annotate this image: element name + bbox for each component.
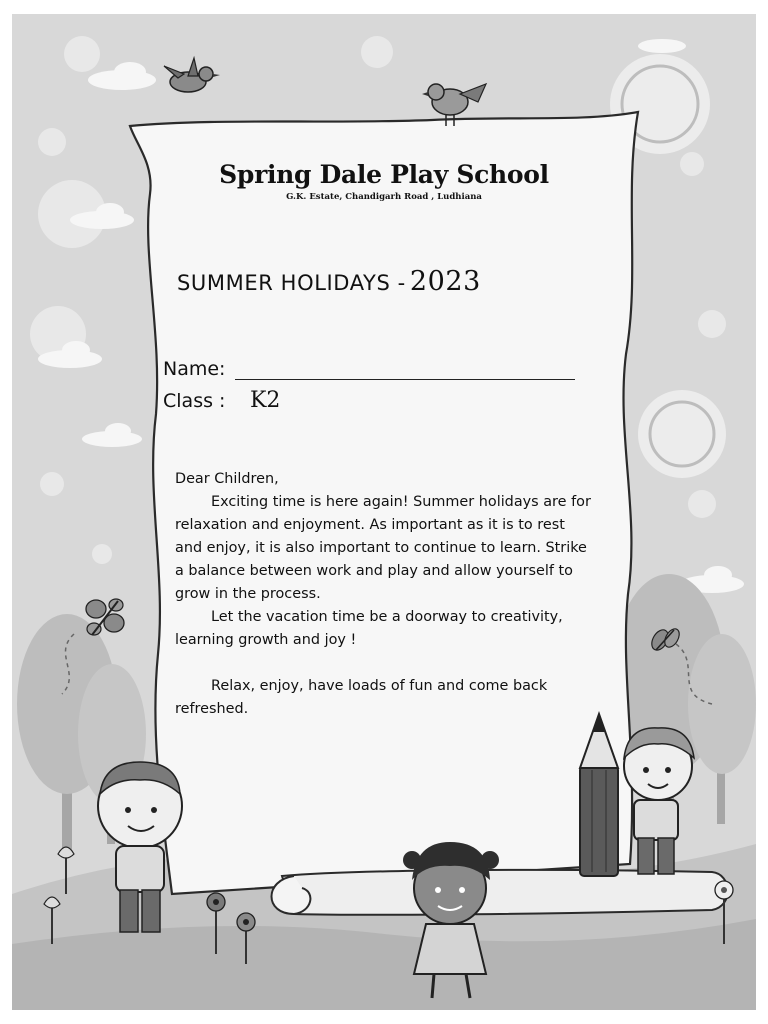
name-label: Name: (163, 358, 226, 380)
butterfly-left-icon (86, 599, 124, 635)
class-label: Class : (163, 390, 226, 412)
paragraph-spacer (175, 652, 595, 675)
name-field[interactable] (235, 379, 575, 380)
class-value: K2 (250, 388, 281, 413)
sun-right (638, 390, 726, 478)
letter-paragraph-3: Relax, enjoy, have loads of fun and come back refreshed. (175, 678, 548, 717)
bird-flying-icon (164, 58, 220, 92)
letter-paragraph-2: Let the vacation time be a doorway to creativity, learning growth and joy ! (175, 609, 563, 648)
letter-body (175, 468, 595, 721)
letter-greeting: Dear Children, (175, 471, 279, 487)
scroll-roll (282, 870, 728, 915)
trees-right (613, 574, 756, 834)
page-title (177, 266, 481, 297)
letter-paragraph-1: Exciting time is here again! Summer holidays are for relaxation and enjoyment. As important as it is to rest and enjoy, it is also important to continue to learn. Strike a balance between work and play and allow yourself to grow in the process. (175, 494, 591, 602)
school-address: G.K. Estate, Chandigarh Road , Ludhiana (286, 192, 482, 202)
title-text: SUMMER HOLIDAYS - (177, 271, 406, 295)
school-name: Spring Dale Play School (219, 160, 549, 189)
child-right-illustration (624, 728, 694, 874)
title-year: 2023 (409, 266, 481, 297)
